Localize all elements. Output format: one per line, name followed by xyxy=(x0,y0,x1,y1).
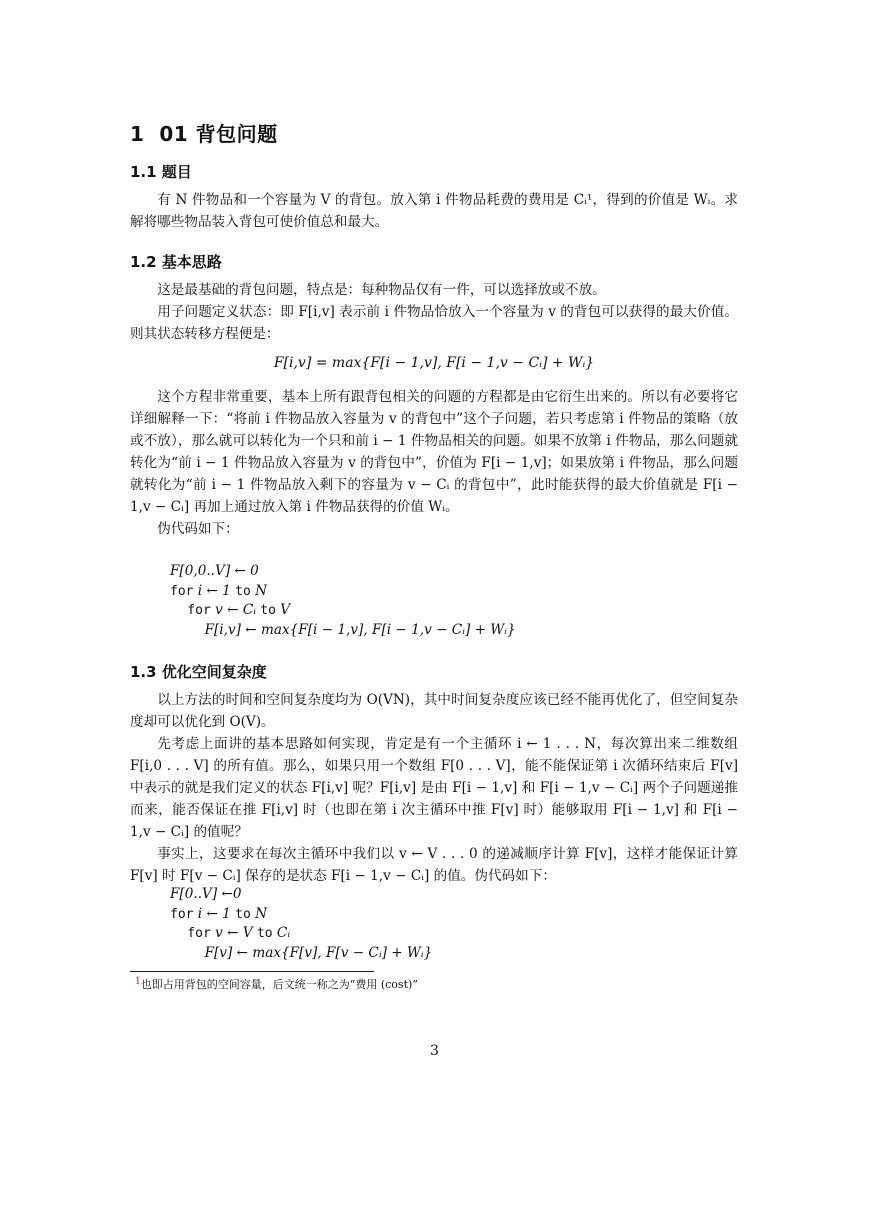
footnote-mark: 1 xyxy=(135,976,141,987)
footnote-text: 也即占用背包的空间容量，后文统一称之为“费用 (cost)” xyxy=(140,978,418,991)
code-line: for v ← Cᵢ to V xyxy=(187,602,291,618)
code-line: F[i,v] ← max{F[i − 1,v], F[i − 1,v − Cᵢ] + Wᵢ} xyxy=(170,621,516,638)
code-line: F[v] ← max{F[v], F[v − Cᵢ] + Wᵢ} xyxy=(170,944,433,961)
paragraph: 用子问题定义状态：即 F[i,v] 表示前 i 件物品恰放入一个容量为 v 的背包可以获得的最大价值。则其状态转移方程便是： xyxy=(130,304,738,342)
code-line: F[0..V] ←0 xyxy=(170,886,242,902)
transition-equation: F[i,v] = max{F[i − 1,v], F[i − 1,v − Cᵢ] + Wᵢ} xyxy=(273,355,595,371)
pseudocode-block-2 xyxy=(170,885,432,963)
basic-idea-text xyxy=(130,279,738,345)
code-line: for i ← 1 to N xyxy=(170,905,268,922)
paragraph: 这个方程非常重要，基本上所有跟背包相关的问题的方程都是由它衍生出来的。所以有必要将它详细解释一下：“将前 i 件物品放入容量为 v 的背包中”这个子问题，若只考虑第 i 件物品的策略（放或不放），那么就可以转化为一个只和前 i − 1 件物品相关的问题。如果不放第 i 件物品，那么问题就转化为“前 i − 1 件物品放入容量为 v 的背包中”，价值为 F[i − 1,v]；如果放第 i 件物品，那么问题就转化为“前 i − 1 件物品放入剩下的容量为 v − Cᵢ 的背包中”，此时能获得的最大价值就是 F[i − 1,v − Cᵢ] 再加上通过放入第 i 件物品获得的价值 Wᵢ。 xyxy=(130,389,738,515)
code-line: for v ← V to Cᵢ xyxy=(187,925,291,941)
paragraph: 以上方法的时间和空间复杂度均为 O(VN)，其中时间复杂度应该已经不能再优化了，但空间复杂度却可以优化到 O(V)。 xyxy=(130,692,738,730)
problem-statement xyxy=(130,189,738,233)
optimization-text xyxy=(130,689,738,887)
pseudocode-block-1 xyxy=(170,562,516,640)
code-line: F[0,0..V] ← 0 xyxy=(170,563,259,579)
subsection-title-1-2: 1.2 基本思路 xyxy=(130,253,222,271)
footnote xyxy=(135,976,418,992)
subsection-title-1-3: 1.3 优化空间复杂度 xyxy=(130,663,267,681)
paragraph: 这是最基础的背包问题，特点是：每种物品仅有一件，可以选择放或不放。 xyxy=(157,282,606,298)
subsection-title-1-1: 1.1 题目 xyxy=(130,163,192,181)
paragraph: 有 N 件物品和一个容量为 V 的背包。放入第 i 件物品耗费的费用是 Cᵢ¹，得到的价值是 Wᵢ。求解将哪些物品装入背包可使价值总和最大。 xyxy=(130,192,738,230)
footnote-divider xyxy=(130,971,374,972)
page-number: 3 xyxy=(430,1043,439,1059)
section-heading: 1 01 背包问题 xyxy=(130,122,278,146)
paragraph: 伪代码如下： xyxy=(157,521,239,537)
paragraph: 先考虑上面讲的基本思路如何实现，肯定是有一个主循环 i ← 1 . . . N，每次算出来二维数组 F[i,0 . . . V] 的所有值。那么，如果只用一个数组 F[0 . . . V]，能不能保证第 i 次循环结束后 F[v] 中表示的就是我们定义的状态 F[i,v] 呢？F[i,v] 是由 F[i − 1,v] 和 F[i − 1,v − Cᵢ] 两个子问题递推而来，能否保证在推 F[i,v] 时（也即在第 i 次主循环中推 F[v] 时）能够取用 F[i − 1,v] 和 F[i − 1,v − Cᵢ] 的值呢？ xyxy=(130,736,738,840)
paragraph: 事实上，这要求在每次主循环中我们以 v ← V . . . 0 的递减顺序计算 F[v]，这样才能保证计算 F[v] 时 F[v − Cᵢ] 保存的是状态 F[i − 1,v − Cᵢ] 的值。伪代码如下： xyxy=(130,846,738,884)
code-line: for i ← 1 to N xyxy=(170,582,268,599)
explanation-text xyxy=(130,386,738,540)
